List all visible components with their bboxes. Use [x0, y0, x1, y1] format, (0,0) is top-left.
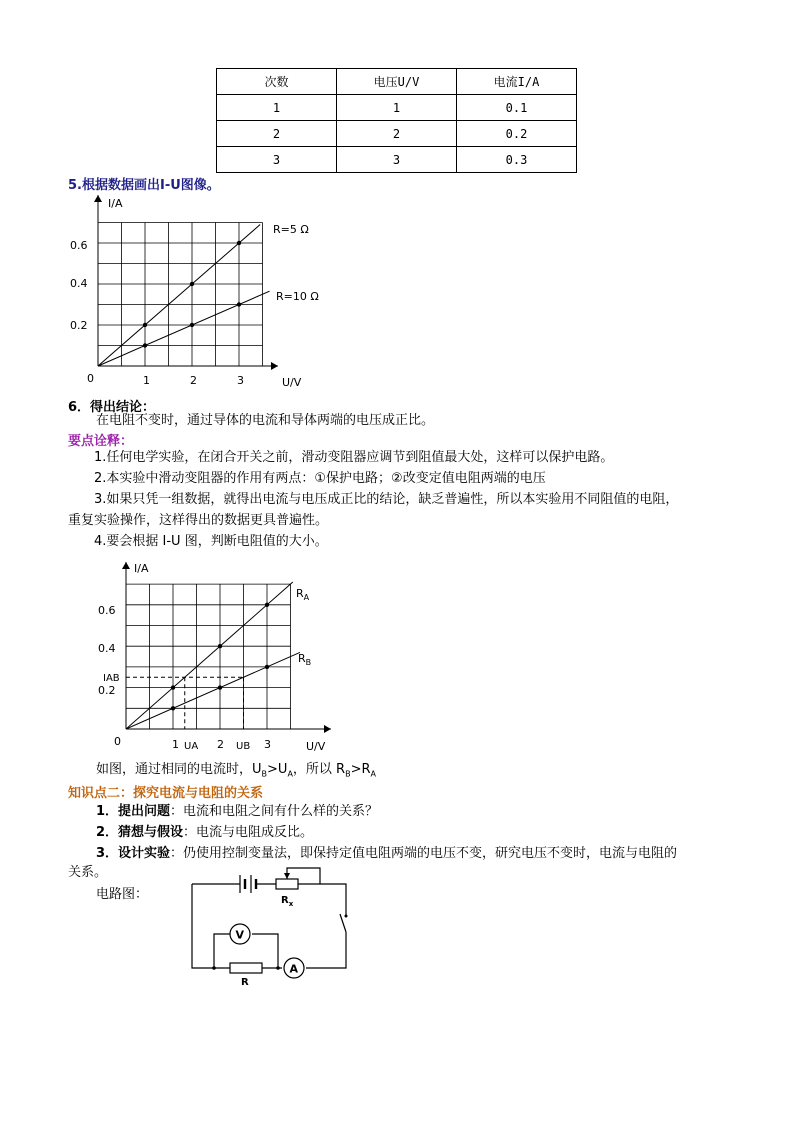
circuit-diagram: [180, 864, 360, 994]
note-sub: A: [370, 769, 377, 779]
key-point-3-cont: 重复实验操作，这样得出的数据更具普遍性。: [68, 513, 329, 528]
table-cell: 0.1: [457, 95, 577, 121]
step6-text: 在电阻不变时，通过导体的电流和导体两端的电压成正比。: [96, 413, 435, 428]
note-text: >R: [350, 762, 371, 777]
graph2-origin: 0: [114, 735, 121, 748]
data-point: [218, 685, 222, 689]
graph1-ytick: 0.4: [70, 277, 88, 290]
circuit-label: 电路图：: [96, 887, 149, 902]
graph1-ylabel: I/A: [108, 197, 123, 210]
graph1-marks: [98, 225, 270, 366]
rheostat-icon: [276, 879, 298, 889]
graph1-origin: 0: [87, 372, 94, 385]
note-text: ，所以 R: [292, 762, 346, 777]
graph1-line-label-r5: R=5 Ω: [273, 223, 309, 236]
graph2-note: [96, 760, 376, 785]
table-row: [217, 95, 577, 121]
table-cell: 3: [217, 147, 337, 173]
data-point: [143, 323, 147, 327]
iu-graph-2: [88, 558, 358, 758]
kp2-step3: [96, 844, 677, 864]
key-point-3: 3.如果只凭一组数据，就得出电流与电压成正比的结论，缺乏普遍性，所以本实验用不同阻值的电阻，: [94, 492, 679, 507]
step-label: 3．设计实验: [96, 846, 171, 861]
key-point-4: 4.要会根据 I-U 图，判断电阻值的大小。: [94, 534, 328, 549]
step-text: ：电流与电阻成反比。: [183, 825, 314, 840]
iu-graph-1: [60, 190, 340, 395]
step-label: 2．猜想与假设: [96, 825, 184, 840]
kp2-heading: 知识点二：探究电流与电阻的关系: [68, 786, 264, 801]
battery-icon: [240, 875, 256, 893]
key-point-2: 2.本实验中滑动变阻器的作用有两点：①保护电路；②改变定值电阻两端的电压: [94, 471, 546, 486]
graph1-ytick: 0.2: [70, 319, 88, 332]
voltmeter-label: V: [235, 928, 245, 942]
graph1-xlabel: U/V: [282, 376, 302, 389]
table-cell: 0.2: [457, 121, 577, 147]
graph2-line-label-rb: $R_B$: [298, 652, 312, 667]
switch-icon: [340, 914, 348, 932]
table-cell: 1: [337, 95, 457, 121]
table-header: 电流I/A: [457, 69, 577, 95]
step-text: ：仍使用控制变量法，即保持定值电阻两端的电压不变，研究电压不变时，电流与电阻的: [170, 846, 678, 861]
step-text: ：电流和电阻之间有什么样的关系？: [170, 804, 379, 819]
resistor-label: R: [241, 977, 249, 988]
note-sub: B: [345, 769, 351, 779]
table-header: 电压U/V: [337, 69, 457, 95]
data-point: [218, 644, 222, 648]
graph2-xtick-ub: UB: [236, 741, 251, 752]
data-point: [171, 685, 175, 689]
graph2-marks: [126, 582, 300, 729]
series-line-2: [98, 291, 270, 366]
kp2-step1: [96, 802, 378, 822]
key-point-1: 1.任何电学实验，在闭合开关之前，滑动变阻器应调节到阻值最大处，这样可以保护电路。: [94, 450, 614, 465]
graph2-xtick: 3: [264, 738, 271, 751]
table-cell: 3: [337, 147, 457, 173]
ra-subscript: A: [303, 593, 310, 602]
data-table: [216, 68, 577, 173]
graph2-line-label-ra: $R_A$: [296, 587, 310, 602]
rheostat-label: $R_x$: [281, 895, 294, 908]
table-cell: 0.3: [457, 147, 577, 173]
data-point: [237, 302, 241, 306]
table-cell: 2: [217, 121, 337, 147]
data-point: [190, 323, 194, 327]
key-points-heading: 要点诠释：: [68, 434, 134, 449]
junction-dot: [212, 966, 216, 970]
rb-subscript: B: [305, 658, 312, 667]
note-sub: B: [261, 769, 268, 779]
circuit-wires: [192, 868, 346, 968]
graph1-xtick: 1: [143, 374, 150, 387]
graph1-line-label-r10: R=10 Ω: [276, 290, 319, 303]
ammeter-label: A: [289, 962, 299, 976]
table-cell: 2: [337, 121, 457, 147]
table-row: [217, 147, 577, 173]
data-point: [265, 665, 269, 669]
graph2-ytick: 0.2: [98, 684, 116, 697]
data-point: [190, 282, 194, 286]
data-point: [265, 603, 269, 607]
data-point: [171, 706, 175, 710]
note-text: 如图，通过相同的电流时，U: [96, 762, 262, 777]
rheostat-slider-icon: [284, 873, 290, 879]
series-line-2: [126, 652, 300, 729]
graph2-xtick: 1: [172, 738, 179, 751]
graph2-ylabel: I/A: [134, 562, 149, 575]
table-cell: 1: [217, 95, 337, 121]
graph1-xtick: 3: [237, 374, 244, 387]
graph1-ytick: 0.6: [70, 239, 88, 252]
step6-heading: 6．得出结论：: [68, 400, 156, 415]
data-point: [143, 343, 147, 347]
graph2-xlabel: U/V: [306, 740, 326, 753]
kp2-step3-cont: 关系。: [68, 865, 108, 880]
graph2-iab-label: IAB: [103, 673, 120, 684]
graph1-xtick: 2: [190, 374, 197, 387]
graph2-ytick: 0.6: [98, 604, 116, 617]
note-sub: A: [287, 769, 293, 779]
graph2-xtick-ua: UA: [184, 741, 199, 752]
table-header: 次数: [217, 69, 337, 95]
junction-dot: [276, 966, 280, 970]
data-point: [237, 241, 241, 245]
graph2-ytick: 0.4: [98, 642, 116, 655]
graph2-xtick: 2: [217, 738, 224, 751]
kp2-step2: [96, 823, 313, 843]
table-header-row: [217, 69, 577, 95]
resistor-icon: [230, 963, 262, 973]
note-text: >U: [267, 762, 288, 777]
table-row: [217, 121, 577, 147]
step5-heading: 5.根据数据画出I-U图像。: [68, 178, 220, 193]
series-line-1: [98, 225, 260, 366]
step-label: 1．提出问题: [96, 804, 171, 819]
